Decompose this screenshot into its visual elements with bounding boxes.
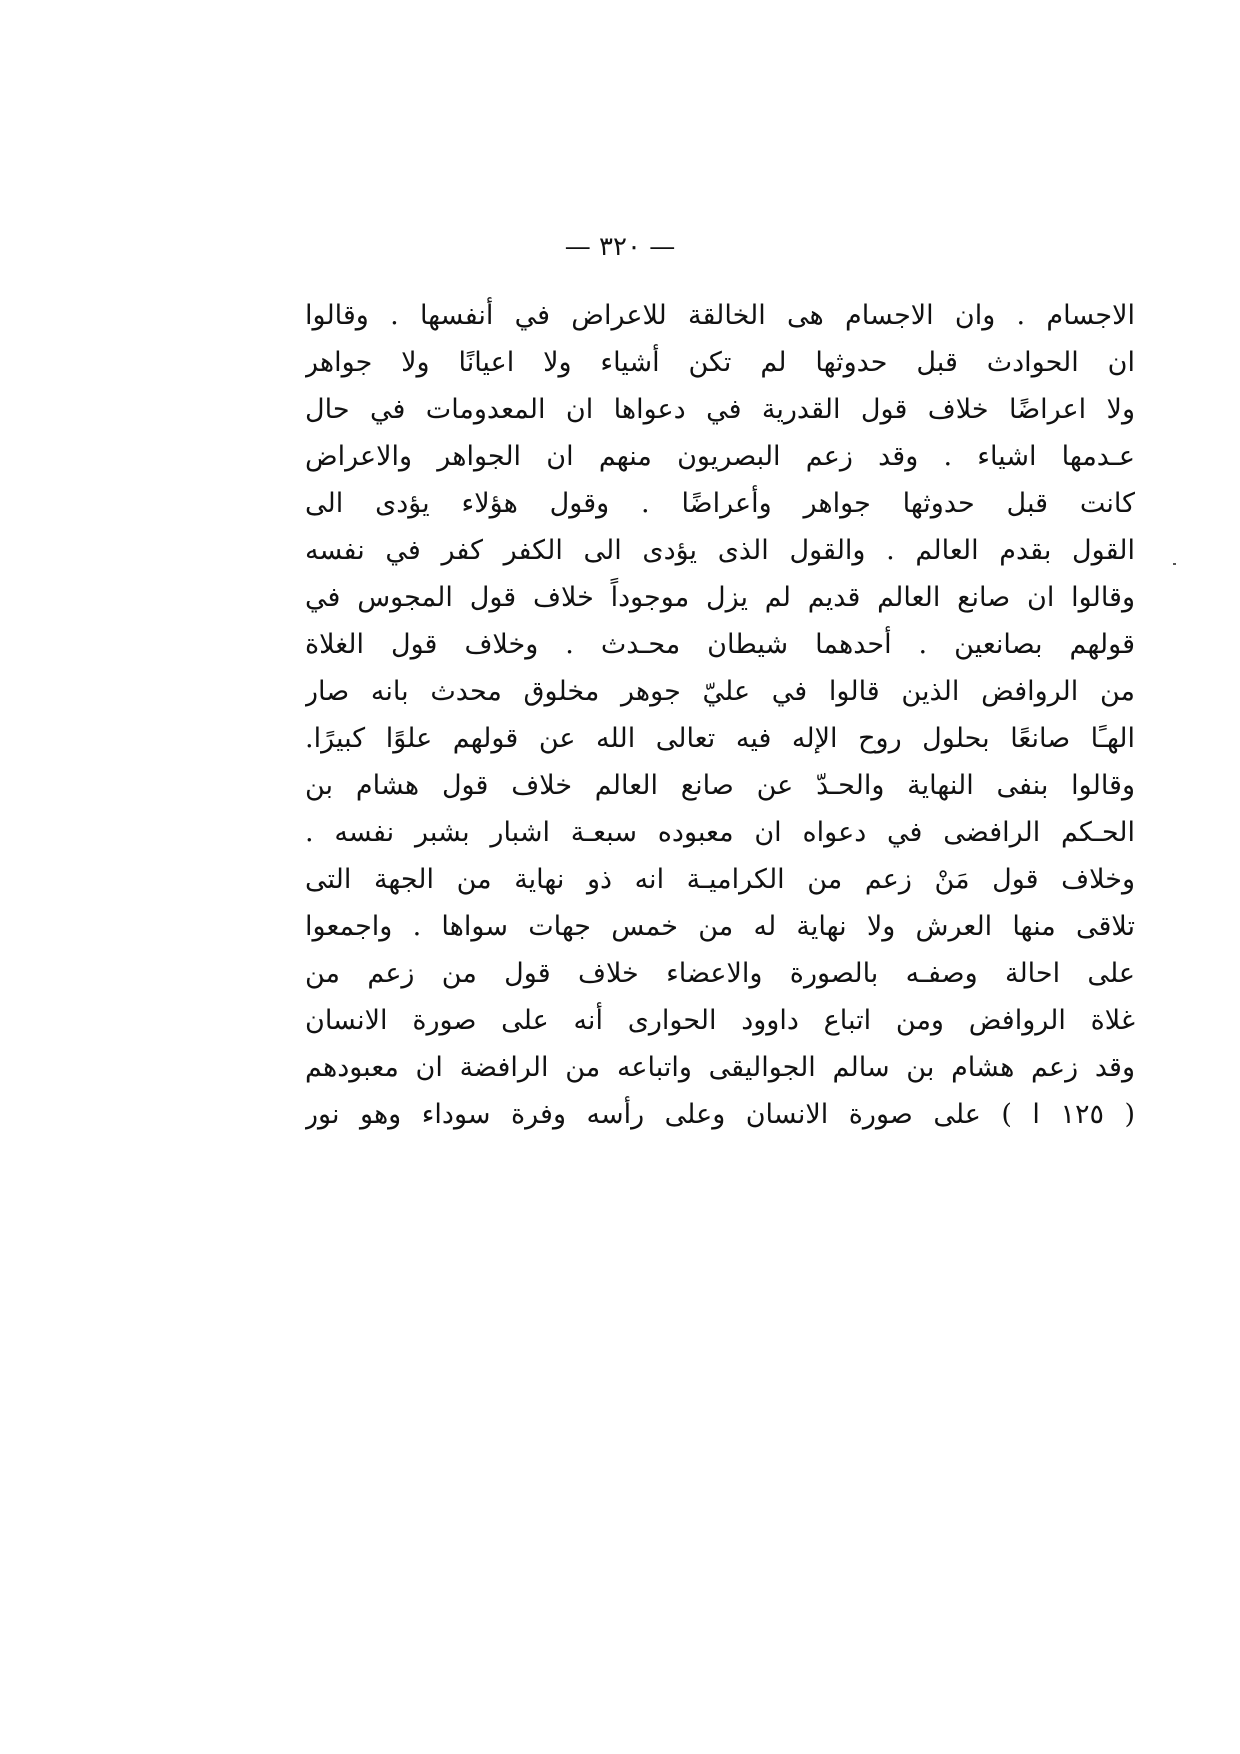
text-line: وقالوا ان صانع العالم قديم لم يزل موجوداً خلاف قول المجوس في: [305, 582, 1135, 613]
text-line: الاجسام . وان الاجسام هى الخالقة للاعراض في أنفسها . وقالوا: [305, 300, 1135, 331]
text-line: من الروافض الذين قالوا في عليّ جوهر مخلوق محدث بانه صار: [305, 676, 1135, 707]
text-line: وقد زعم هشام بن سالم الجواليقى واتباعه من الرافضة ان معبودهم: [305, 1052, 1135, 1083]
text-line: عـدمها اشياء . وقد زعم البصريون منهم ان الجواهر والاعراض: [305, 441, 1135, 472]
text-line: وقالوا بنفى النهاية والحـدّ عن صانع العالم خلاف قول هشام بن: [305, 770, 1135, 801]
text-line: ان الحوادث قبل حدوثها لم تكن أشياء ولا اعيانًا ولا جواهر: [305, 347, 1135, 378]
text-line: كانت قبل حدوثها جواهر وأعراضًا . وقول هؤلاء يؤدى الى: [305, 488, 1135, 519]
text-line: غلاة الروافض ومن اتباع داوود الحوارى أنه على صورة الانسان: [305, 1005, 1135, 1036]
scan-speck: [1173, 563, 1176, 565]
text-line: الهـًا صانعًا بحلول روح الإله فيه تعالى الله عن قولهم علوًا كبيرًا.: [305, 723, 1135, 754]
text-line: على احالة وصفـه بالصورة والاعضاء خلاف قول من زعم من: [305, 958, 1135, 989]
text-line: الحـكم الرافضى في دعواه ان معبوده سبعـة اشبار بشبر نفسه .: [305, 817, 1135, 848]
text-line: ولا اعراضًا خلاف قول القدرية في دعواها ان المعدومات في حال: [305, 394, 1135, 425]
text-line: وخلاف قول مَنْ زعم من الكراميـة انه ذو نهاية من الجهة التى: [305, 864, 1135, 895]
text-line: ( ١٢٥ ا ) على صورة الانسان وعلى رأسه وفرة سوداء وهو نور: [305, 1099, 1135, 1130]
text-line: قولهم بصانعين . أحدهما شيطان محـدث . وخلاف قول الغلاة: [305, 629, 1135, 660]
text-line: تلاقى منها العرش ولا نهاية له من خمس جهات سواها . واجمعوا: [305, 911, 1135, 942]
body-text: [305, 292, 1135, 1138]
text-line: القول بقدم العالم . والقول الذى يؤدى الى الكفر كفر في نفسه: [305, 535, 1135, 566]
page-number: — ٣٢٠ —: [564, 232, 676, 262]
